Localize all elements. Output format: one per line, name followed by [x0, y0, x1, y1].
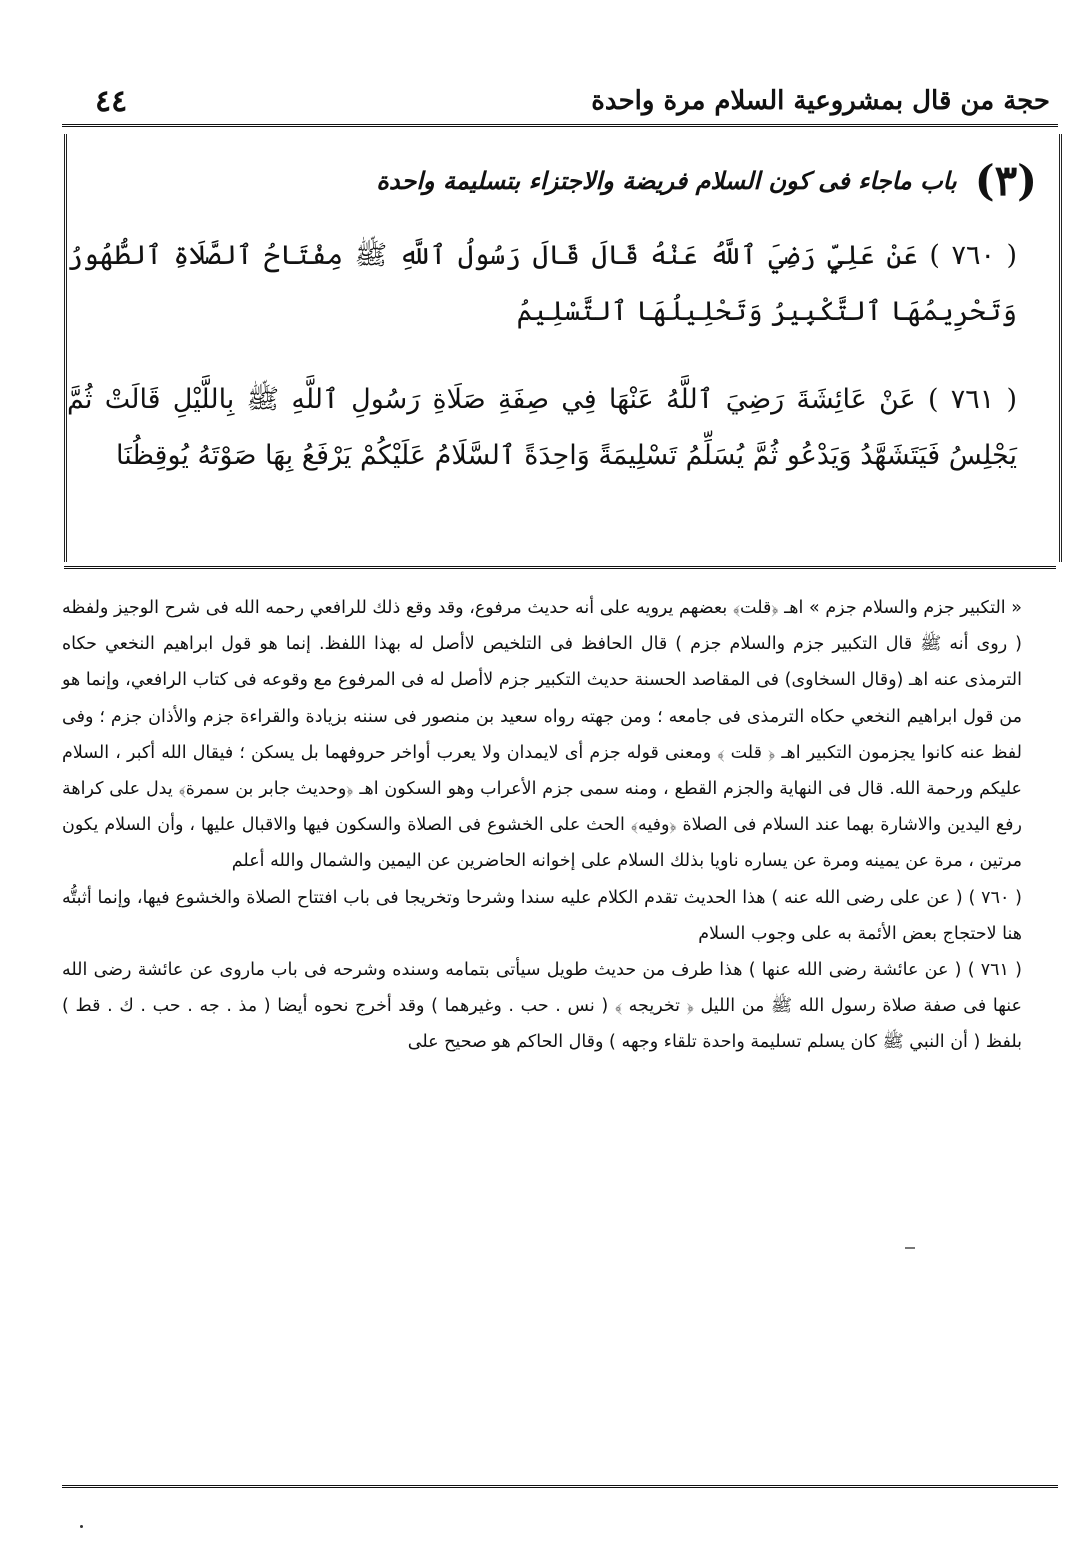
commentary-paragraph: ( ٧٦١ ) ( عن عائشة رضى الله عنها ) هذا طرف من حديث طويل سيأتى بتمامه وسنده وشرحه فى باب ماروى عن عائشة رضى الله عنها فى صفة صلاة رسول الله ﷺ من الليل ﴿ تخريجه ﴾ ( نس . حب . وغيرهما ) وقد أخرج نحوه أيضا ( مذ . جه . حب . ك . قط ) بلفظ ( أن النبي ﷺ كان يسلم تسليمة واحدة تلقاء وجهه ) وقال الحاكم هو صحيح على [62, 960, 1022, 1053]
hadith-760: ( ٧٦٠ ) عَنْ عَلِيٍّ رَضِيَ ٱللَّهُ عَنْهُ قَالَ قَالَ رَسُولُ ٱللَّهِ ﷺ مِفْتَاحُ ٱلصَّلَاةِ ٱلطُّهُورُ وَتَحْرِيمُهَا ٱلتَّكْبِيرُ وَتَحْلِيلُهَا ٱلتَّسْلِيمُ [67, 240, 1017, 327]
page-number: ٤٤ [95, 83, 128, 119]
running-head-title: حجة من قال بمشروعية السلام مرة واحدة [591, 86, 1050, 116]
chapter-title: باب ماجاء فى كون السلام فريضة والاجتزاء بتسليمة واحدة [376, 165, 957, 195]
commentary-paragraph: « التكبير جزم والسلام جزم » اهـ ﴿قلت﴾ بعضهم يرويه على أنه حديث مرفوع، وقد وقع ذلك للرافعي رحمه الله فى شرح الوجيز ولفظه ( روى أنه ﷺ قال التكبير جزم والسلام جزم ) قال الحافظ فى التلخيص لاأصل له بهذا اللفظ. إنما هو قول ابراهيم النخعي حكاه الترمذى عنه اهـ (وقال السخاوى) فى المقاصد الحسنة حديث التكبير جزم لاأصل له فى المرفوع مع وقوعه فى كتاب الرافعي، وإنما هو من قول ابراهيم النخعي حكاه الترمذى فى جامعه ؛ ومن جهته رواه سعيد بن منصور فى سننه بزيادة والقراءة جزم والأذان جزم ؛ وفى لفظ عنه كانوا يجزمون التكبير اهـ ﴿ قلت ﴾ ومعنى قوله جزم أى لايمدان ولا يعرب أواخر حروفهما بل يسكن ؛ فيقال الله أكبر ، السلام عليكم ورحمة الله. قال فى النهاية والجزم القطع ، ومنه سمى جزم الأعراب وهو السكون اهـ ﴿وحديث جابر بن سمرة﴾ يدل على كراهة رفع اليدين والاشارة بهما عند السلام فى الصلاة ﴿وفيه﴾ الحث على الخشوع فى الصلاة والسكون فيها والاقبال عليها ، وأن السلام يكون مرتين ، مرة عن يمينه ومرة عن يساره ناويا بذلك السلام على إخوانه الحاضرين عن اليمين والشمال والله أعلم [62, 598, 1022, 872]
section-divider [64, 566, 1056, 573]
footer-rule [62, 1485, 1058, 1492]
header-rule [62, 124, 1058, 131]
running-head [95, 78, 1050, 124]
commentary [62, 590, 1022, 1061]
chapter-heading [77, 150, 1037, 210]
scan-mark [905, 1247, 915, 1249]
chapter-number: (٣) [974, 155, 1037, 205]
hadith-761: ( ٧٦١ ) عَنْ عَائِشَةَ رَضِيَ ٱللَّهُ عَنْهَا فِي صِفَةِ صَلَاةِ رَسُولِ ٱللَّهِ ﷺ بِاللَّيْلِ قَالَتْ ثُمَّ يَجْلِسُ فَيَتَشَهَّدُ وَيَدْعُو ثُمَّ يُسَلِّمُ تَسْلِيمَةً وَاحِدَةً ٱلسَّلَامُ عَلَيْكُمْ يَرْفَعُ بِهَا صَوْتَهُ يُوقِظُنَا [67, 384, 1017, 471]
commentary-paragraph: ( ٧٦٠ ) ( عن على رضى الله عنه ) هذا الحديث تقدم الكلام عليه سندا وشرحا وتخريجا فى باب افتتاح الصلاة والخشوع فيها، وإنما أثبتُّه هنا لاحتجاج بعض الأئمة به على وجوب السلام [62, 887, 1023, 944]
scan-speck [80, 1525, 83, 1528]
